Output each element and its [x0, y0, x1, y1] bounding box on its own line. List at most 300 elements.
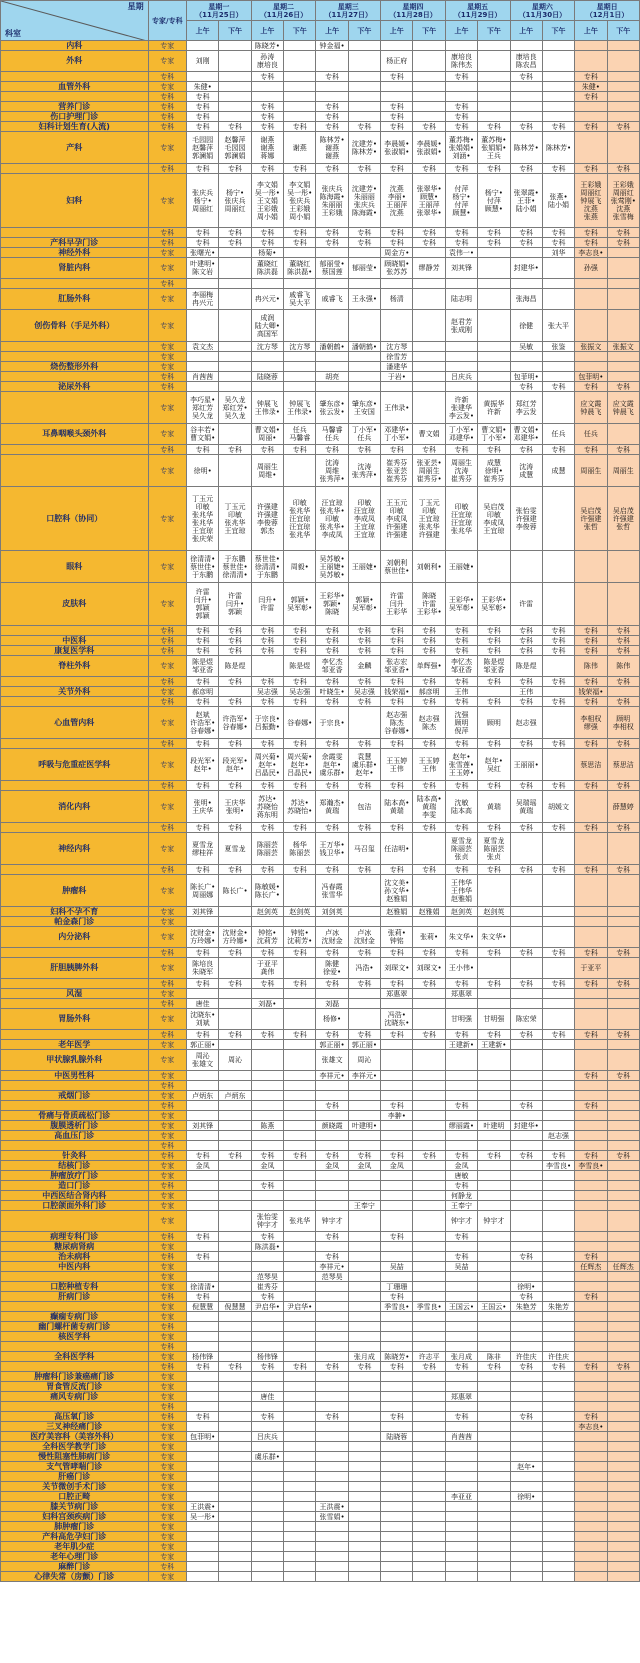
- schedule-cell: 王小伟•: [445, 958, 477, 979]
- schedule-cell: [251, 1191, 283, 1201]
- dept-name: 消化内科: [1, 791, 149, 823]
- schedule-cell: [542, 1191, 574, 1201]
- table-row: [1, 1161, 640, 1171]
- schedule-cell: 专科: [510, 1292, 542, 1302]
- schedule-cell: [381, 1071, 413, 1081]
- schedule-cell: 肇东彦• 王安国: [348, 392, 380, 424]
- schedule-cell: 刘华: [542, 248, 574, 258]
- schedule-cell: 专科: [316, 823, 348, 833]
- schedule-cell: [413, 833, 445, 865]
- schedule-cell: 肖茜茜: [187, 372, 219, 382]
- schedule-cell: 张志宏 邹亚香•: [381, 656, 413, 677]
- schedule-cell: [478, 342, 510, 352]
- schedule-cell: [284, 1161, 316, 1171]
- schedule-cell: 专科: [251, 228, 283, 238]
- schedule-cell: [413, 1322, 445, 1332]
- schedule-cell: 许佳庆: [510, 1352, 542, 1362]
- schedule-cell: 专科: [575, 677, 607, 687]
- schedule-cell: [219, 41, 251, 51]
- schedule-cell: 陈是煜 邹亚香: [478, 656, 510, 677]
- schedule-cell: 专科: [381, 164, 413, 174]
- schedule-cell: 余霞雯 赵年• 虞乐群•: [316, 749, 348, 781]
- schedule-cell: [187, 1191, 219, 1201]
- schedule-cell: [542, 82, 574, 92]
- schedule-cell: [542, 1482, 574, 1492]
- schedule-cell: 李雪良•: [542, 1161, 574, 1171]
- schedule-cell: 专科: [478, 697, 510, 707]
- schedule-cell: 专科: [381, 823, 413, 833]
- schedule-cell: 专科: [413, 739, 445, 749]
- dept-name: [1, 1302, 149, 1312]
- schedule-cell: [575, 1402, 607, 1412]
- schedule-cell: [445, 1462, 477, 1472]
- schedule-cell: [575, 875, 607, 907]
- table-row: [1, 1392, 640, 1402]
- schedule-cell: 张大平: [542, 310, 574, 342]
- schedule-cell: [607, 1382, 639, 1392]
- dept-name: 肿瘤科门诊兼癌痛门诊: [1, 1372, 149, 1382]
- schedule-cell: 专科: [187, 228, 219, 238]
- clinic-type: 专家: [148, 1442, 186, 1452]
- dept-name: 膝关节病门诊: [1, 1502, 149, 1512]
- schedule-cell: [542, 92, 574, 102]
- schedule-cell: 专科: [348, 781, 380, 791]
- schedule-cell: [316, 1532, 348, 1542]
- schedule-cell: [542, 656, 574, 677]
- schedule-cell: [348, 352, 380, 362]
- schedule-cell: 周金方•: [381, 248, 413, 258]
- schedule-cell: 李巧星• 郑红芳 吴久龙: [187, 392, 219, 424]
- clinic-type: 专科: [148, 677, 186, 687]
- clinic-type: 专科: [148, 445, 186, 455]
- clinic-type: 专科: [148, 1181, 186, 1191]
- schedule-cell: [316, 1141, 348, 1151]
- schedule-cell: [478, 382, 510, 392]
- clinic-type: 专家: [148, 927, 186, 948]
- clinic-type: 专家: [148, 487, 186, 551]
- schedule-cell: [542, 1252, 574, 1262]
- schedule-cell: 专科: [510, 122, 542, 132]
- schedule-cell: 许雷: [510, 583, 542, 626]
- schedule-cell: 冉兴元•: [251, 289, 283, 310]
- schedule-cell: 专科: [316, 865, 348, 875]
- table-row: [1, 907, 640, 917]
- schedule-cell: [413, 112, 445, 122]
- schedule-cell: 专科: [510, 1412, 542, 1422]
- schedule-cell: [542, 1111, 574, 1121]
- clinic-type: 专科: [148, 999, 186, 1009]
- schedule-cell: 王伟录•: [381, 392, 413, 424]
- table-row: [1, 636, 640, 646]
- schedule-cell: 沈强 顾明 倪萍: [445, 707, 477, 739]
- schedule-cell: 陆本高• 黄瑞: [381, 791, 413, 823]
- schedule-cell: 专科: [607, 646, 639, 656]
- schedule-cell: [607, 1352, 639, 1362]
- table-row: [1, 82, 640, 92]
- schedule-cell: [284, 1382, 316, 1392]
- schedule-cell: 李忆杰 邹亚香: [445, 656, 477, 677]
- schedule-cell: [187, 41, 219, 51]
- schedule-cell: 专科: [607, 164, 639, 174]
- schedule-cell: [575, 1242, 607, 1252]
- schedule-cell: 崔秀芬: [251, 1282, 283, 1292]
- schedule-cell: 专科: [478, 1362, 510, 1372]
- schedule-cell: 专科: [445, 636, 477, 646]
- schedule-cell: 专科: [219, 445, 251, 455]
- table-row: [1, 1462, 640, 1472]
- clinic-type: 专家: [148, 875, 186, 907]
- schedule-cell: 叶建明•: [348, 1121, 380, 1131]
- schedule-cell: 于岩•: [381, 372, 413, 382]
- schedule-cell: [381, 1552, 413, 1562]
- dept-name: 妇科不孕不育: [1, 907, 149, 917]
- schedule-cell: [284, 1272, 316, 1282]
- schedule-cell: [607, 1161, 639, 1171]
- schedule-cell: [478, 1272, 510, 1282]
- schedule-cell: 专科: [575, 739, 607, 749]
- schedule-cell: [478, 999, 510, 1009]
- table-row: [1, 1292, 640, 1302]
- schedule-cell: [445, 1282, 477, 1292]
- schedule-cell: [284, 102, 316, 112]
- schedule-cell: [575, 1522, 607, 1532]
- schedule-cell: 董苏梅• 张娟娟• 刘涵•: [445, 132, 477, 164]
- schedule-cell: [542, 1181, 574, 1191]
- schedule-cell: [219, 372, 251, 382]
- schedule-cell: 专科: [575, 1101, 607, 1111]
- schedule-cell: [284, 1462, 316, 1472]
- table-row: [1, 1111, 640, 1121]
- schedule-cell: 专科: [284, 445, 316, 455]
- schedule-cell: [381, 1422, 413, 1432]
- schedule-cell: [575, 1302, 607, 1312]
- schedule-cell: 专科: [445, 1151, 477, 1161]
- schedule-cell: [316, 92, 348, 102]
- schedule-cell: 郑惠翠: [445, 1392, 477, 1402]
- schedule-cell: 吴启茂 印敏 李成凤 王宜琼: [478, 487, 510, 551]
- schedule-cell: [413, 1262, 445, 1272]
- schedule-cell: [478, 72, 510, 82]
- schedule-cell: [381, 1522, 413, 1532]
- schedule-cell: [187, 1462, 219, 1472]
- schedule-cell: [219, 1101, 251, 1111]
- schedule-cell: 张明• 王庆华: [187, 791, 219, 823]
- table-row: [1, 1332, 640, 1342]
- schedule-cell: 专科: [510, 646, 542, 656]
- clinic-type: 专科: [148, 1292, 186, 1302]
- schedule-cell: 印敏 汪宜琼 汪宜琼 张兆华: [445, 487, 477, 551]
- schedule-cell: [348, 1472, 380, 1482]
- schedule-cell: 周沁: [348, 1050, 380, 1071]
- schedule-cell: 专科: [607, 697, 639, 707]
- schedule-cell: [187, 1181, 219, 1191]
- schedule-cell: [348, 1442, 380, 1452]
- schedule-cell: [187, 1372, 219, 1382]
- schedule-cell: 冯浩• 沈晓东•: [381, 1009, 413, 1030]
- schedule-cell: [478, 687, 510, 697]
- schedule-cell: 夏雪龙: [219, 833, 251, 865]
- schedule-cell: [348, 1131, 380, 1141]
- schedule-cell: [381, 1091, 413, 1101]
- schedule-cell: [478, 1242, 510, 1252]
- schedule-cell: [251, 1091, 283, 1101]
- schedule-cell: 专科: [251, 626, 283, 636]
- schedule-cell: 专科: [381, 228, 413, 238]
- schedule-cell: [251, 1322, 283, 1332]
- table-row: [1, 677, 640, 687]
- dept-name: 慢性阻塞性肺病门诊: [1, 1452, 149, 1462]
- clinic-type: 专家: [148, 248, 186, 258]
- schedule-cell: [284, 362, 316, 372]
- schedule-cell: [542, 1211, 574, 1232]
- schedule-cell: 陈培良 朱晓军: [187, 958, 219, 979]
- schedule-cell: [542, 1071, 574, 1081]
- schedule-cell: 杨正府: [381, 51, 413, 72]
- schedule-cell: [445, 1342, 477, 1352]
- schedule-cell: [510, 907, 542, 917]
- schedule-cell: [348, 1382, 380, 1392]
- schedule-cell: 专科: [542, 164, 574, 174]
- schedule-cell: 沈涛 张秀萍•: [348, 455, 380, 487]
- schedule-cell: [510, 1141, 542, 1151]
- schedule-cell: [478, 1262, 510, 1272]
- schedule-cell: [413, 1382, 445, 1392]
- schedule-cell: [510, 1342, 542, 1352]
- schedule-cell: [219, 1442, 251, 1452]
- schedule-cell: [219, 687, 251, 697]
- schedule-cell: 蔡世佳• 徐清清• 于东鹏: [251, 551, 283, 583]
- schedule-cell: 专科: [445, 1181, 477, 1191]
- schedule-cell: [284, 1552, 316, 1562]
- schedule-cell: 专科: [510, 445, 542, 455]
- schedule-cell: [381, 1572, 413, 1582]
- clinic-type: 专家: [148, 1282, 186, 1292]
- schedule-cell: 倪慧慧: [187, 1302, 219, 1312]
- schedule-cell: 专科: [381, 979, 413, 989]
- schedule-cell: 专科: [316, 102, 348, 112]
- schedule-cell: [542, 1342, 574, 1352]
- pm-header: 下午: [219, 21, 251, 41]
- clinic-type: 专家: [148, 1462, 186, 1472]
- schedule-cell: [575, 1552, 607, 1562]
- schedule-cell: [219, 1402, 251, 1412]
- schedule-cell: [219, 352, 251, 362]
- schedule-cell: 刘朝利•: [413, 551, 445, 583]
- dept-name: 治未病科: [1, 1252, 149, 1262]
- clinic-type: 专家: [148, 551, 186, 583]
- schedule-cell: [348, 248, 380, 258]
- schedule-cell: 赵雅娟: [413, 907, 445, 917]
- schedule-cell: 专科: [187, 697, 219, 707]
- schedule-cell: [219, 1071, 251, 1081]
- schedule-cell: 专科: [348, 677, 380, 687]
- schedule-cell: [478, 1382, 510, 1392]
- schedule-cell: 专科: [284, 626, 316, 636]
- am-header: 上午: [510, 21, 542, 41]
- schedule-cell: [316, 1171, 348, 1181]
- schedule-cell: [510, 1392, 542, 1402]
- clinic-type: 专科: [148, 372, 186, 382]
- schedule-cell: [413, 1542, 445, 1552]
- schedule-cell: 专科: [445, 72, 477, 82]
- schedule-cell: 专科: [607, 1362, 639, 1372]
- schedule-cell: 专科: [381, 697, 413, 707]
- schedule-cell: 专科: [187, 823, 219, 833]
- table-row: [1, 791, 640, 823]
- schedule-cell: [219, 1572, 251, 1582]
- schedule-cell: [251, 1402, 283, 1412]
- schedule-cell: 沈涛 周维 张秀萍•: [316, 455, 348, 487]
- schedule-cell: 专科: [348, 865, 380, 875]
- clinic-type: 专科: [148, 1402, 186, 1412]
- clinic-type: 专家: [148, 1040, 186, 1050]
- clinic-type: 专科: [148, 279, 186, 289]
- schedule-cell: [478, 102, 510, 112]
- schedule-cell: [219, 1121, 251, 1131]
- clinic-type: 专科: [148, 1141, 186, 1151]
- dept-name: 腹膜透析门诊: [1, 1121, 149, 1131]
- clinic-type: 专家: [148, 1332, 186, 1342]
- header-corner: [1, 1, 149, 41]
- schedule-cell: 张雄文: [316, 1050, 348, 1071]
- schedule-cell: [607, 310, 639, 342]
- schedule-cell: 专科: [575, 164, 607, 174]
- schedule-cell: 许雷 闫升 王彩华: [381, 583, 413, 626]
- schedule-cell: 专科: [219, 238, 251, 248]
- schedule-cell: [575, 1322, 607, 1332]
- schedule-cell: [187, 1342, 219, 1352]
- schedule-cell: [413, 289, 445, 310]
- schedule-cell: 王彩娥 周丽红 张莺刚• 沈燕 张雪梅: [607, 174, 639, 228]
- schedule-cell: 专科: [575, 823, 607, 833]
- schedule-cell: [445, 1091, 477, 1101]
- schedule-cell: [575, 1272, 607, 1282]
- schedule-cell: [575, 1432, 607, 1442]
- schedule-cell: [575, 1232, 607, 1242]
- table-row: [1, 1071, 640, 1081]
- schedule-cell: [381, 1121, 413, 1131]
- schedule-cell: [284, 1201, 316, 1211]
- schedule-cell: 专科: [542, 1151, 574, 1161]
- schedule-cell: 李志良•: [575, 248, 607, 258]
- schedule-cell: [316, 1552, 348, 1562]
- clinic-type: 专家: [148, 289, 186, 310]
- clinic-type: 专家: [148, 1121, 186, 1131]
- clinic-type: 专家: [148, 833, 186, 865]
- schedule-cell: 专科: [348, 626, 380, 636]
- clinic-type: 专科: [148, 102, 186, 112]
- schedule-cell: [284, 989, 316, 999]
- schedule-cell: 专科: [316, 122, 348, 132]
- schedule-cell: [187, 1242, 219, 1252]
- schedule-cell: 王玉元 印敏 李成凤 许强建 许强建: [381, 487, 413, 551]
- schedule-cell: [478, 1292, 510, 1302]
- schedule-cell: 马召玺: [348, 833, 380, 865]
- schedule-cell: 专科: [187, 1412, 219, 1422]
- schedule-cell: [348, 1572, 380, 1582]
- schedule-cell: [510, 989, 542, 999]
- schedule-cell: [575, 1091, 607, 1101]
- schedule-cell: [187, 1131, 219, 1141]
- schedule-cell: 专科: [445, 1030, 477, 1040]
- schedule-cell: [251, 1482, 283, 1492]
- schedule-cell: [316, 1352, 348, 1362]
- schedule-cell: 应文霞 钟晨飞: [575, 392, 607, 424]
- clinic-type: 专家: [148, 917, 186, 927]
- schedule-cell: 专科: [251, 739, 283, 749]
- schedule-cell: [445, 1050, 477, 1071]
- schedule-cell: 专科: [542, 445, 574, 455]
- schedule-cell: 唐敏: [445, 1171, 477, 1181]
- schedule-cell: [542, 1532, 574, 1542]
- day-header-1: 星期一 （11月25日）: [187, 1, 252, 21]
- pm-header: 下午: [284, 21, 316, 41]
- table-row: [1, 626, 640, 636]
- schedule-cell: [413, 1131, 445, 1141]
- schedule-cell: [445, 1292, 477, 1302]
- clinic-type: 专科: [148, 626, 186, 636]
- table-row: [1, 248, 640, 258]
- schedule-cell: [316, 1091, 348, 1101]
- dept-name: 针灸科: [1, 1151, 149, 1161]
- schedule-cell: [542, 487, 574, 551]
- table-row: [1, 687, 640, 697]
- dept-name: [1, 677, 149, 687]
- schedule-cell: 专科: [219, 122, 251, 132]
- schedule-cell: 陈晓 许雷 王彩华•: [413, 583, 445, 626]
- schedule-cell: [284, 112, 316, 122]
- schedule-cell: 专科: [575, 626, 607, 636]
- schedule-cell: [251, 1572, 283, 1582]
- table-row: [1, 164, 640, 174]
- schedule-cell: [478, 1532, 510, 1542]
- schedule-cell: 郝彦明: [187, 687, 219, 697]
- schedule-cell: 专科: [478, 1151, 510, 1161]
- schedule-cell: 专科: [413, 626, 445, 636]
- schedule-cell: 许强建 许强建 李俊蓉 郭杰: [251, 487, 283, 551]
- schedule-cell: 专科: [413, 636, 445, 646]
- schedule-cell: [284, 1342, 316, 1352]
- schedule-cell: 专科: [542, 677, 574, 687]
- schedule-cell: [187, 917, 219, 927]
- schedule-cell: 杨清: [381, 289, 413, 310]
- schedule-cell: [445, 1482, 477, 1492]
- schedule-cell: [284, 352, 316, 362]
- schedule-cell: 专科: [445, 1101, 477, 1111]
- schedule-cell: 吴志强: [348, 687, 380, 697]
- schedule-cell: 专科: [316, 1362, 348, 1372]
- schedule-cell: [284, 455, 316, 487]
- schedule-cell: 许佳庆: [542, 1352, 574, 1362]
- table-row: [1, 132, 640, 164]
- schedule-cell: [542, 1121, 574, 1131]
- schedule-cell: 专科: [607, 677, 639, 687]
- schedule-cell: 季雪良•: [413, 1302, 445, 1312]
- dept-name: [1, 781, 149, 791]
- schedule-cell: [445, 1522, 477, 1532]
- schedule-cell: [251, 1312, 283, 1322]
- schedule-cell: 专科: [510, 238, 542, 248]
- schedule-cell: [219, 382, 251, 392]
- schedule-cell: [251, 1252, 283, 1262]
- schedule-cell: [478, 1201, 510, 1211]
- dept-name: 中医科: [1, 636, 149, 646]
- clinic-type: 专科: [148, 382, 186, 392]
- schedule-cell: [316, 1492, 348, 1502]
- schedule-cell: [607, 687, 639, 697]
- schedule-cell: 专科: [381, 1412, 413, 1422]
- schedule-cell: 专科: [284, 781, 316, 791]
